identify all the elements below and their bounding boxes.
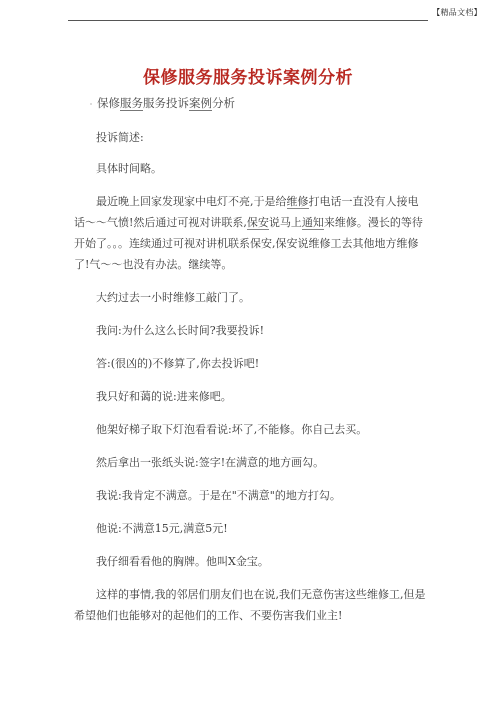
paragraph: 我问:为什么这么长时间?我要投诉! [96, 324, 265, 337]
document-subtitle [97, 95, 235, 111]
subtitle-part: 服务投诉 [143, 96, 189, 110]
paragraph: 答:(很凶的)不修算了,你去投诉吧! [96, 357, 260, 370]
header-rule [68, 20, 428, 21]
paragraph: 具体时间略。 [96, 162, 162, 175]
subtitle-part: 分析 [212, 96, 235, 110]
subtitle-link[interactable]: 案例 [189, 96, 212, 110]
bullet-mark [90, 103, 92, 105]
inline-link-notice[interactable]: 通知 [301, 216, 324, 229]
text-run: 最近晚上回家发现家中电灯不亮,于是给 [96, 195, 287, 208]
paragraph: 我仔细看看他的胸牌。他叫X金宝。 [96, 555, 269, 568]
subtitle-link[interactable]: 服务 [120, 96, 143, 110]
text-run: 来维修。漫长的等待开始了。。。连续通过可视对讲机联系保安,保安说维修工去其他地方维修了!气～～也没有办法。继续等。 [74, 216, 423, 271]
inline-link-repair[interactable]: 维修 [286, 195, 309, 208]
paragraph [74, 191, 426, 275]
document-title: 保修服务服务投诉案例分析 [143, 68, 353, 88]
paragraph: 他架好梯子取下灯泡看看说:坏了,不能修。你自己去买。 [96, 423, 368, 436]
paragraph: 大约过去一小时维修工敲门了。 [96, 291, 250, 304]
paragraph: 然后拿出一张纸头说:签字!在满意的地方画勾。 [96, 456, 325, 469]
text-run: 打电话一直没有人接电话～～气愤!然后通过可视对讲联系, [74, 195, 419, 229]
paragraph: 投诉简述: [96, 131, 144, 144]
subtitle-part: 保修 [97, 96, 120, 110]
header-tag: 【精品文档】 [432, 8, 482, 17]
paragraph: 我说:我肯定不满意。于是在"不满意"的地方打勾。 [96, 489, 341, 502]
paragraph: 这样的事情,我的邻居们朋友们也在说,我们无意伤害这些维修工,但是希望他们也能够对的起他们的工作、不要伤害我们业主! [74, 588, 426, 622]
inline-link-security[interactable]: 保安 [246, 216, 269, 229]
paragraph: 他说:不满意15元,满意5元! [96, 522, 228, 535]
document-body [74, 127, 426, 638]
paragraph: 我只好和蔼的说:进来修吧。 [96, 390, 232, 403]
text-run: 说马上 [268, 216, 302, 229]
